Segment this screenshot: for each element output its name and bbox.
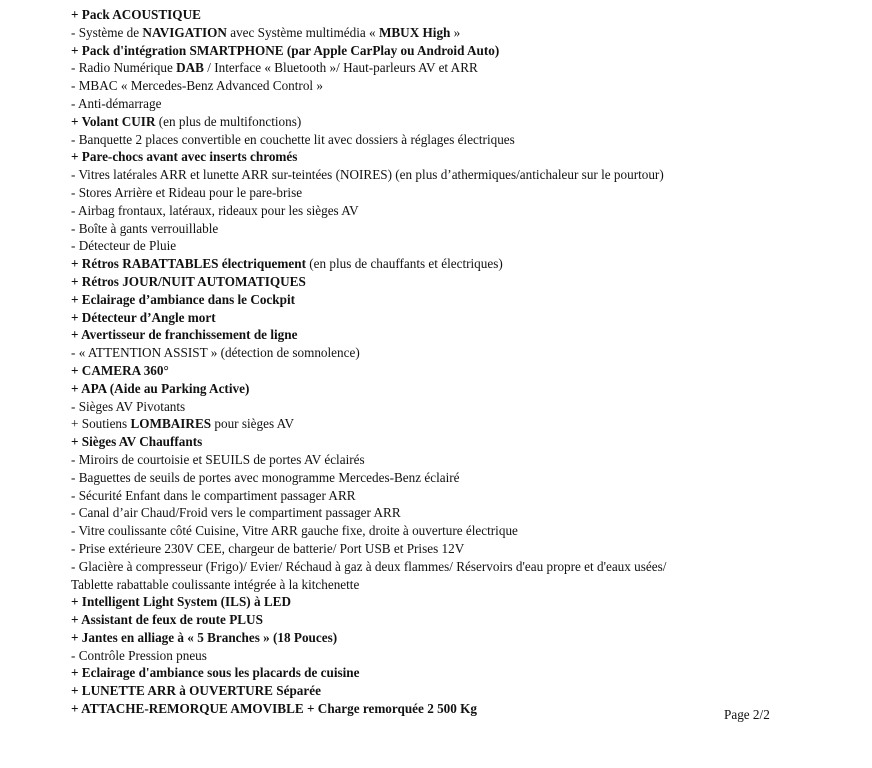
list-item-text: - Sièges AV Pivotants (71, 398, 186, 414)
list-item-bold-text: MBUX High (378, 24, 451, 40)
list-item (71, 148, 861, 166)
list-item-text: - Anti-démarrage (71, 95, 162, 111)
list-item-bold-text: NAVIGATION (142, 24, 227, 40)
list-item (71, 664, 861, 682)
list-item (71, 629, 861, 647)
list-item-text: - Radio Numérique (71, 60, 177, 76)
list-item (71, 255, 861, 273)
list-item-bold-text: + Intelligent Light System (ILS) à LED (71, 594, 291, 610)
list-item-text: avec Système multimédia « (226, 24, 379, 40)
list-item-bold-text: + Pack ACOUSTIQUE (71, 7, 201, 22)
list-item-text: (en plus de chauffants et électriques) (305, 256, 503, 272)
list-item-text: - Vitres latérales ARR et lunette ARR sur-teintées (NOIRES) (en plus d’athermiques/antichaleur sur le pourtour) (71, 167, 664, 183)
list-item (71, 576, 861, 594)
list-item (71, 309, 861, 327)
list-item-text: - Canal d’air Chaud/Froid vers le compartiment passager ARR (71, 505, 401, 521)
list-item (71, 59, 861, 77)
list-item-text: - Airbag frontaux, latéraux, rideaux pour les sièges AV (71, 202, 359, 218)
list-item (71, 24, 861, 42)
list-item (71, 184, 861, 202)
list-item-bold-text: + CAMERA 360° (71, 362, 169, 378)
list-item (71, 398, 861, 416)
list-item-bold-text: + Sièges AV Chauffants (71, 434, 203, 450)
list-item (71, 593, 861, 611)
list-item (71, 113, 861, 131)
list-item-text: » (450, 24, 461, 40)
list-item (71, 273, 861, 291)
list-item-text: - Stores Arrière et Rideau pour le pare-brise (71, 184, 303, 200)
list-item (71, 166, 861, 184)
list-item-text: pour sièges AV (211, 416, 294, 432)
list-item (71, 326, 861, 344)
list-item-text: - MBAC « Mercedes-Benz Advanced Control » (71, 78, 323, 94)
list-item (71, 291, 861, 309)
list-item (71, 682, 861, 700)
list-item-text: - Contrôle Pression pneus (71, 647, 207, 663)
list-item (71, 6, 861, 24)
list-item (71, 202, 861, 220)
list-item-bold-text: + Pack d'intégration SMARTPHONE (par Apple CarPlay ou Android Auto) (71, 42, 500, 58)
list-item (71, 415, 861, 433)
list-item-bold-text: + Eclairage d’ambiance dans le Cockpit (71, 291, 296, 307)
page-number: Page 2/2 (724, 707, 770, 722)
list-item-text: - Glacière à compresseur (Frigo)/ Evier/ Réchaud à gaz à deux flammes/ Réservoirs d'eau propre et d'eaux usées/ (71, 558, 667, 574)
list-item-text: - « ATTENTION ASSIST » (détection de somnolence) (71, 345, 360, 361)
list-item-bold-text: + Rétros JOUR/NUIT AUTOMATIQUES (71, 273, 306, 289)
list-item (71, 558, 861, 576)
list-item (71, 362, 861, 380)
list-item-bold-text: + Avertisseur de franchissement de ligne (71, 327, 298, 343)
list-item-text: + Soutiens (71, 416, 131, 432)
list-item (71, 77, 861, 95)
list-item (71, 504, 861, 522)
list-item-text: (en plus de multifonctions) (155, 113, 302, 129)
list-item-bold-text: DAB (176, 60, 204, 76)
list-item (71, 433, 861, 451)
list-item-bold-text: + Pare-chocs avant avec inserts chromés (71, 149, 298, 165)
list-item (71, 487, 861, 505)
list-item (71, 380, 861, 398)
list-item (71, 469, 861, 487)
list-item-text: - Miroirs de courtoisie et SEUILS de portes AV éclairés (71, 451, 365, 467)
list-item (71, 95, 861, 113)
list-item-bold-text: + Jantes en alliage à « 5 Branches » (18 Pouces) (71, 629, 338, 645)
list-item (71, 42, 861, 60)
list-item-text: - Vitre coulissante côté Cuisine, Vitre ARR gauche fixe, droite à ouverture électrique (71, 523, 518, 539)
list-item (71, 344, 861, 362)
list-item-text: - Sécurité Enfant dans le compartiment passager ARR (71, 487, 356, 503)
list-item-bold-text: + ATTACHE-REMORQUE AMOVIBLE + Charge remorquée 2 500 Kg (71, 701, 478, 717)
list-item-bold-text: + Assistant de feux de route PLUS (71, 612, 263, 628)
equipment-list (71, 6, 861, 718)
list-item-text: - Prise extérieure 230V CEE, chargeur de batterie/ Port USB et Prises 12V (71, 540, 465, 556)
list-item-bold-text: + LUNETTE ARR à OUVERTURE Séparée (71, 683, 321, 699)
list-item-bold-text: + Volant CUIR (71, 113, 156, 129)
list-item (71, 611, 861, 629)
list-item-bold-text: + Détecteur d’Angle mort (71, 309, 216, 325)
list-item-text: - Système de (71, 24, 143, 40)
list-item (71, 220, 861, 238)
list-item (71, 647, 861, 665)
list-item (71, 131, 861, 149)
list-item-text: - Détecteur de Pluie (71, 238, 177, 254)
list-item-text: - Banquette 2 places convertible en couchette lit avec dossiers à réglages électriques (71, 131, 515, 147)
list-item-text: - Boîte à gants verrouillable (71, 220, 219, 236)
list-item-text: - Baguettes de seuils de portes avec monogramme Mercedes-Benz éclairé (71, 469, 460, 485)
list-item (71, 237, 861, 255)
list-item-bold-text: + Eclairage d'ambiance sous les placards de cuisine (71, 665, 360, 681)
list-item-bold-text: + APA (Aide au Parking Active) (71, 380, 250, 396)
list-item-bold-text: LOMBAIRES (130, 416, 212, 432)
list-item (71, 540, 861, 558)
list-item-text: / Interface « Bluetooth »/ Haut-parleurs AV et ARR (203, 60, 478, 76)
list-item (71, 451, 861, 469)
list-item (71, 522, 861, 540)
list-item-text: Tablette rabattable coulissante intégrée à la kitchenette (71, 576, 360, 592)
list-item-bold-text: + Rétros RABATTABLES électriquement (71, 256, 306, 272)
